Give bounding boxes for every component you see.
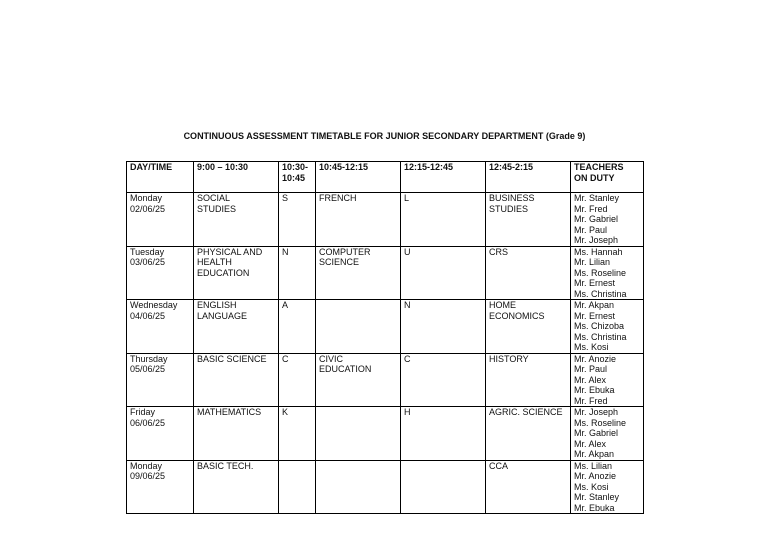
header-break-2: 12:15-12:45 xyxy=(401,162,486,193)
teachers-cell: Mr. Stanley Mr. Fred Mr. Gabriel Mr. Paul Mr. Joseph xyxy=(571,193,644,247)
timetable xyxy=(126,161,644,514)
table-row xyxy=(127,300,644,354)
teachers-cell: Ms. Lilian Mr. Anozie Ms. Kosi Mr. Stanley Mr. Ebuka xyxy=(571,460,644,514)
subject-cell: SOCIAL STUDIES xyxy=(194,193,279,247)
header-slot-1: 9:00 – 10:30 xyxy=(194,162,279,193)
subject-cell: BUSINESS STUDIES xyxy=(486,193,571,247)
table-row xyxy=(127,353,644,407)
break-cell xyxy=(401,460,486,514)
break-cell: N xyxy=(279,246,316,300)
subject-cell: COMPUTER SCIENCE xyxy=(316,246,401,300)
table-row xyxy=(127,246,644,300)
header-slot-3: 12:45-2:15 xyxy=(486,162,571,193)
subject-cell: PHYSICAL AND HEALTH EDUCATION xyxy=(194,246,279,300)
subject-cell: ENGLISH LANGUAGE xyxy=(194,300,279,354)
break-cell: C xyxy=(279,353,316,407)
subject-cell: MATHEMATICS xyxy=(194,407,279,461)
subject-cell xyxy=(316,460,401,514)
subject-cell xyxy=(316,407,401,461)
subject-cell: BASIC TECH. xyxy=(194,460,279,514)
subject-cell: CRS xyxy=(486,246,571,300)
day-cell: Monday 09/06/25 xyxy=(127,460,194,514)
header-row xyxy=(127,162,644,193)
break-cell: C xyxy=(401,353,486,407)
teachers-cell: Ms. Hannah Mr. Lilian Ms. Roseline Mr. Ernest Ms. Christina xyxy=(571,246,644,300)
break-cell: K xyxy=(279,407,316,461)
header-teachers: TEACHERS ON DUTY xyxy=(571,162,644,193)
header-day-time: DAY/TIME xyxy=(127,162,194,193)
subject-cell: CCA xyxy=(486,460,571,514)
day-cell: Friday 06/06/25 xyxy=(127,407,194,461)
subject-cell: HOME ECONOMICS xyxy=(486,300,571,354)
day-cell: Wednesday 04/06/25 xyxy=(127,300,194,354)
subject-cell: CIVIC EDUCATION xyxy=(316,353,401,407)
break-cell: A xyxy=(279,300,316,354)
subject-cell: HISTORY xyxy=(486,353,571,407)
header-slot-2: 10:45-12:15 xyxy=(316,162,401,193)
day-cell: Monday 02/06/25 xyxy=(127,193,194,247)
subject-cell: AGRIC. SCIENCE xyxy=(486,407,571,461)
break-cell: L xyxy=(401,193,486,247)
day-cell: Thursday 05/06/25 xyxy=(127,353,194,407)
break-cell: U xyxy=(401,246,486,300)
teachers-cell: Mr. Akpan Mr. Ernest Ms. Chizoba Ms. Christina Ms. Kosi xyxy=(571,300,644,354)
teachers-cell: Mr. Anozie Mr. Paul Mr. Alex Mr. Ebuka Mr. Fred xyxy=(571,353,644,407)
document-title: CONTINUOUS ASSESSMENT TIMETABLE FOR JUNIOR SECONDARY DEPARTMENT (Grade 9) xyxy=(183,131,586,141)
subject-cell xyxy=(316,300,401,354)
break-cell: H xyxy=(401,407,486,461)
header-break-1: 10:30- 10:45 xyxy=(279,162,316,193)
subject-cell: BASIC SCIENCE xyxy=(194,353,279,407)
teachers-cell: Mr. Joseph Ms. Roseline Mr. Gabriel Mr. Alex Mr. Akpan xyxy=(571,407,644,461)
table-row xyxy=(127,460,644,514)
table-row xyxy=(127,193,644,247)
break-cell: N xyxy=(401,300,486,354)
day-cell: Tuesday 03/06/25 xyxy=(127,246,194,300)
table-row xyxy=(127,407,644,461)
subject-cell: FRENCH xyxy=(316,193,401,247)
break-cell: S xyxy=(279,193,316,247)
break-cell xyxy=(279,460,316,514)
